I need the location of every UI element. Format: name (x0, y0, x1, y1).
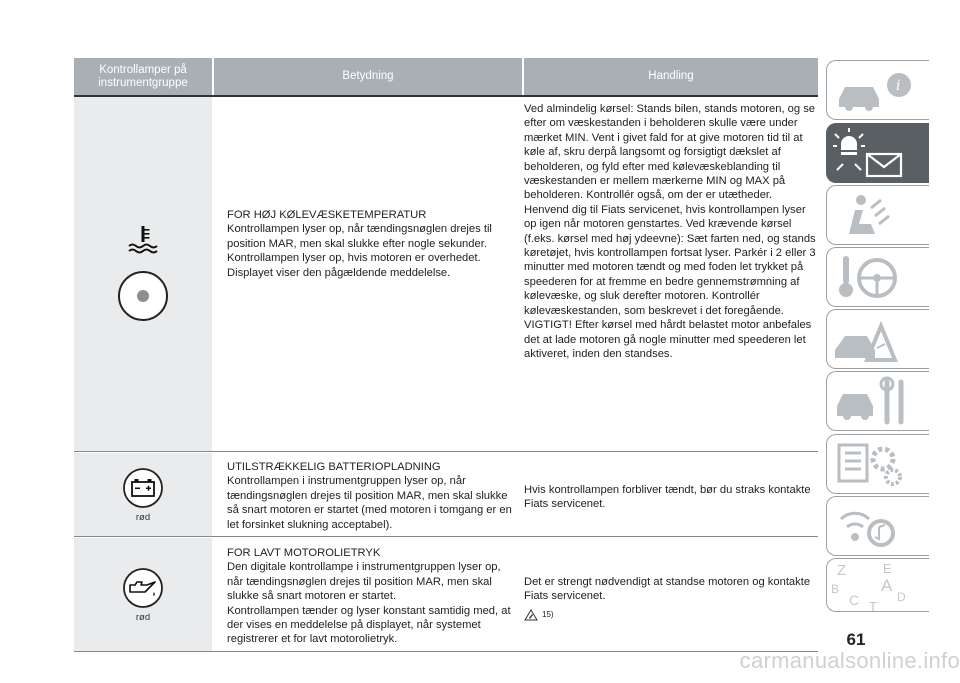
multimedia-icon (827, 497, 930, 557)
row-icon-cell (74, 97, 212, 452)
tab-technical-data[interactable] (826, 434, 929, 494)
action-text: Ved almindelig kørsel: Stands bilen, stands motoren, og se efter om væskestanden i beholderen skulle være under mærket MIN. Vent i givet fald for at give motoren tid til at køle af, skru derpå langsomt og forsigtigt dækslet af beholderen, og fyld efter med kølevæskeblanding til væskestanden er mellem mærkerne MIN og MAX på beholderen. Kontrollér også, om der er utætheder. (524, 103, 816, 202)
meaning-text: Kontrollampen lyser op, når tændingsnøglen drejes til position MAR, men skal slukke efter nogle sekunder. Kontrollampen lyser op, hvis motoren er overhedet. Displayet viser den pågældende meddelelse. (227, 223, 492, 279)
car-tools-icon (827, 372, 930, 432)
seat-airbag-icon (827, 186, 930, 246)
row-divider (74, 536, 818, 537)
row-meaning (227, 460, 517, 532)
alphabet-index-icon (827, 559, 930, 613)
header-action: Handling (524, 58, 818, 95)
meaning-title: UTILSTRÆKKELIG BATTERIOPLADNING (227, 461, 441, 473)
battery-icon (123, 468, 163, 508)
row-icon-cell (74, 453, 212, 537)
warning-hand-icon (524, 609, 538, 621)
table-row (74, 97, 818, 452)
action-text: Hvis kontrollampen forbliver tændt, bør du straks kontakte Fiats servicenet. (524, 484, 811, 511)
warning-light-message-icon (827, 124, 930, 184)
row-divider (74, 451, 818, 452)
meaning-text: Kontrollampen i instrumentgruppen lyser op, når tændingsnøglen drejes til position MAR, men skal slukke så snart motoren er startet (med motoren i tomgang er en let forsinket slukning acceptabel). (227, 475, 512, 531)
reference-note (524, 608, 818, 622)
gauge-dial-icon (116, 269, 170, 323)
action-text: Det er strengt nødvendigt at standse motoren og kontakte Fiats servicenet. (524, 576, 811, 603)
tab-emergency[interactable] (826, 309, 929, 369)
svg-text:i: i (896, 78, 901, 94)
index-letter: E (883, 561, 892, 576)
index-letter: B (831, 582, 840, 596)
row-color-label: rød (135, 511, 151, 523)
tab-maintenance[interactable] (826, 371, 929, 431)
tab-safety[interactable] (826, 185, 929, 245)
index-letter: D (897, 590, 906, 604)
reference-number: 15) (542, 609, 554, 619)
row-action (524, 102, 818, 361)
index-letter: Z (837, 562, 847, 579)
tab-car-info[interactable] (826, 60, 929, 120)
meaning-text: Kontrollampen tænder og lyser konstant samtidig med, at der vises en meddelelse på displayet, når systemet registrerer et for lavt motorolietryk. (227, 604, 511, 646)
row-action (524, 575, 818, 622)
key-steering-wheel-icon (827, 248, 930, 308)
action-text: Henvend dig til Fiats servicenet, hvis kontrollampen lyser op igen når motoren genstartes. Ved krævende kørsel (f.eks. kørsel med høj ydeevne): Sæt farten ned, og stands køretøjet, hvis kontrollampen fortsat lyser. Parkér i 2 eller 3 minutter med motoren tændt og med foden let trykket på speederen for at fremme en bedre gennemstrømning af kølevæske, og sluk derefter motoren. Kontrollér kølevæskestanden, som beskrevet i det foregående. (524, 203, 816, 317)
table-row (74, 538, 818, 652)
coolant-temperature-icon (126, 223, 160, 257)
warning-triangle-car-icon (827, 310, 930, 370)
row-meaning (227, 208, 517, 280)
row-meaning (227, 546, 517, 647)
header-warning-lights: Kontrollamper på instrumentgruppe (74, 58, 212, 95)
index-letter: T (869, 599, 877, 613)
row-icon-cell (74, 538, 212, 652)
service-gears-icon (827, 435, 930, 495)
meaning-title: FOR HØJ KØLEVÆSKETEMPERATUR (227, 209, 427, 221)
index-letter: A (881, 576, 893, 595)
watermark: carmanualsonline.info (739, 648, 960, 673)
page-number: 61 (846, 630, 866, 649)
tab-starting-driving[interactable] (826, 247, 929, 307)
row-action (524, 483, 818, 512)
header-meaning: Betydning (214, 58, 522, 95)
meaning-title: FOR LAVT MOTOROLIETRYK (227, 547, 381, 559)
action-text: VIGTIGT! Efter kørsel med hårdt belastet motor anbefales det at lade motoren gå nogle minutter med speederen let aktiveret, inden den standses. (524, 319, 812, 360)
tab-index[interactable] (826, 558, 929, 612)
table-row (74, 453, 818, 537)
meaning-text: Den digitale kontrollampe i instrumentgruppen lyser op, når tændingsnøglen drejes til position MAR, men skal slukke så snart motoren er startet. (227, 561, 501, 603)
index-letter: C (849, 592, 860, 608)
tab-warning-lights[interactable] (826, 123, 929, 183)
tab-multimedia[interactable] (826, 496, 929, 556)
oil-pressure-icon (123, 568, 163, 608)
car-info-icon (827, 61, 930, 121)
row-color-label: rød (135, 611, 151, 623)
